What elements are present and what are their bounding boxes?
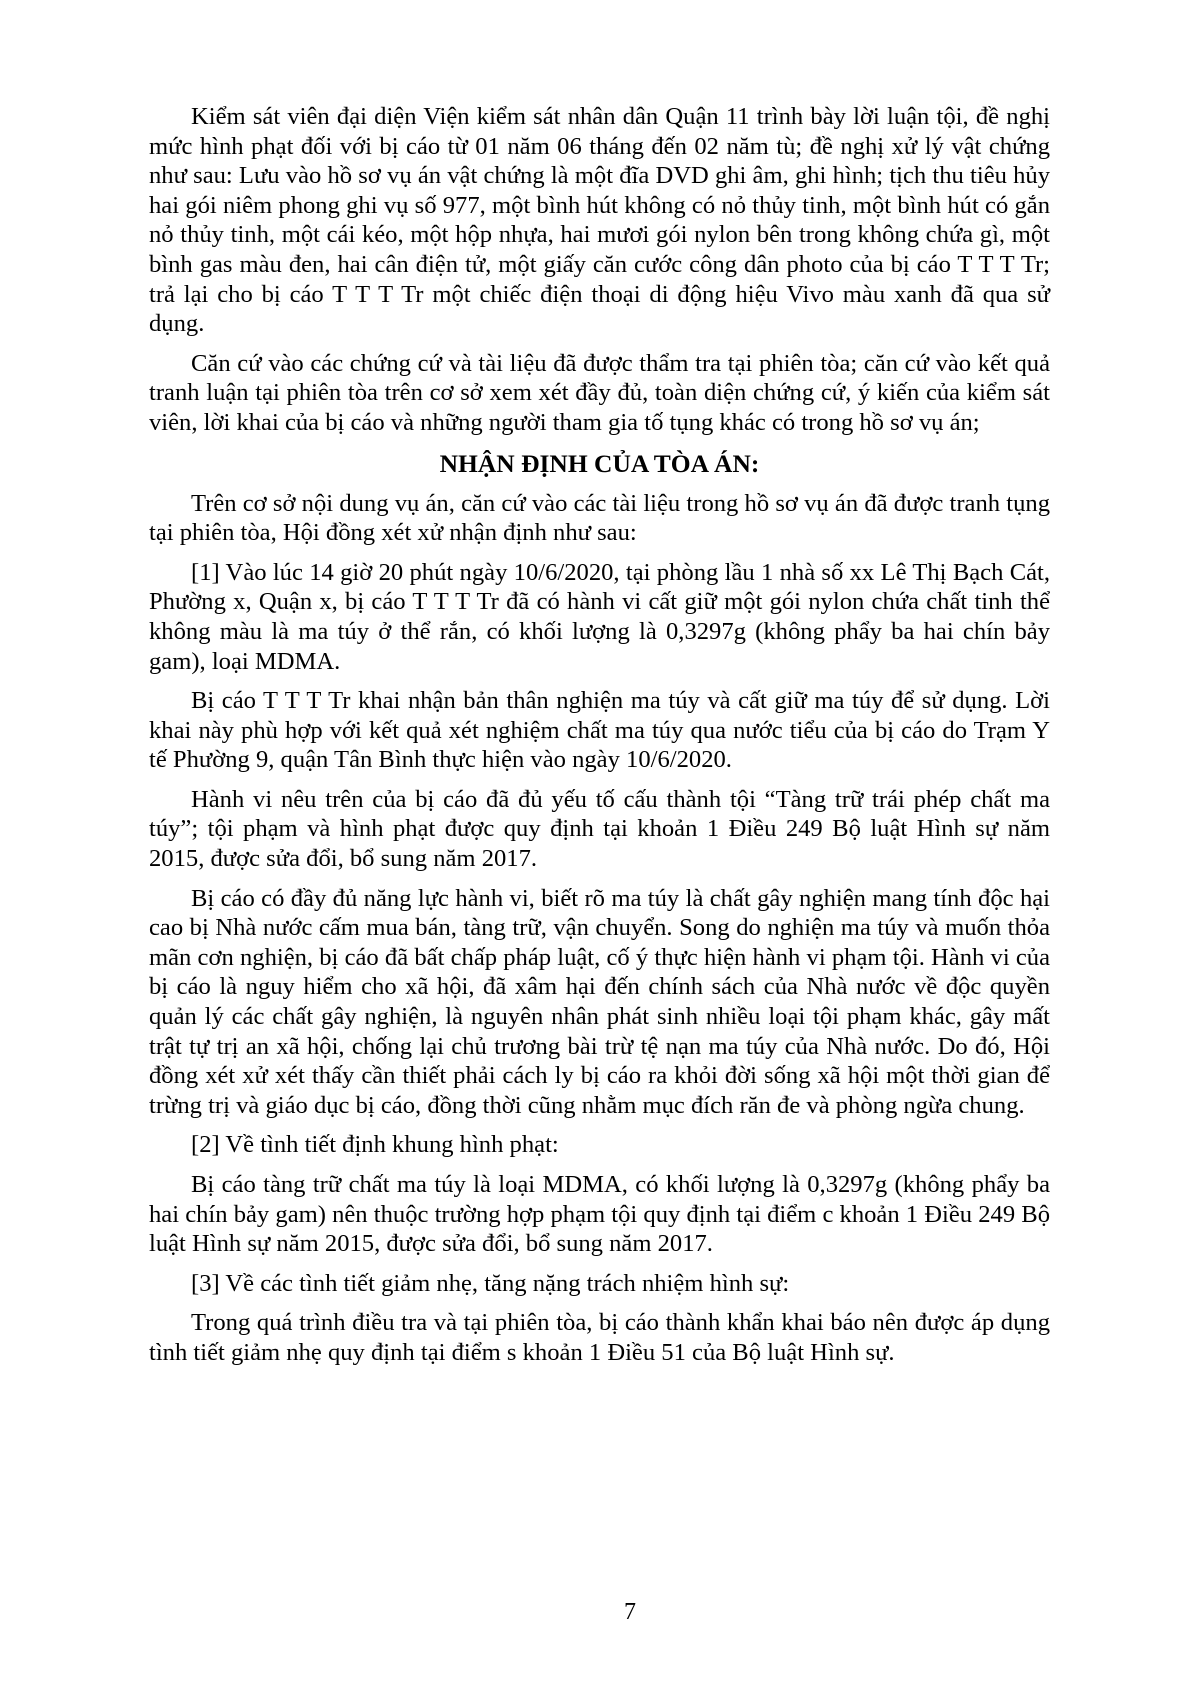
- paragraph-crime-classification: Hành vi nêu trên của bị cáo đã đủ yếu tố cấu thành tội “Tàng trữ trái phép chất ma túy”; tội phạm và hình phạt được quy định tại khoản 1 Điều 249 Bộ luật Hình sự năm 2015, được sửa đổi, bổ sung năm 2017.: [149, 785, 1050, 873]
- page-footer: [624, 1598, 636, 1626]
- paragraph-sentencing-frame-details: Bị cáo tàng trữ chất ma túy là loại MDMA, có khối lượng là 0,3297g (không phẩy ba hai chín bảy gam) nên thuộc trường hợp phạm tội quy định tại điểm c khoản 1 Điều 249 Bộ luật Hình sự năm 2015, được sửa đổi, bổ sung năm 2017.: [149, 1171, 1050, 1258]
- judgment-body-text: [149, 102, 1050, 1378]
- paragraph-point-3-mitigating-factors: [3] Về các tình tiết giảm nhẹ, tăng nặng trách nhiệm hình sự:: [191, 1269, 790, 1297]
- section-heading-court-findings: NHẬN ĐỊNH CỦA TÒA ÁN:: [439, 448, 760, 478]
- paragraph-point-1-offense-facts: [1] Vào lúc 14 giờ 20 phút ngày 10/6/2020, tại phòng lầu 1 nhà số xx Lê Thị Bạch Cát, Phường x, Quận x, bị cáo T T T Tr đã có hành vi cất giữ một gói nylon chứa chất tinh thể không màu là ma túy ở thể rắn, có khối lượng là 0,3297g (không phẩy ba hai chín bảy gam), loại MDMA.: [149, 558, 1050, 675]
- paragraph-point-2-sentencing-frame: [2] Về tình tiết định khung hình phạt:: [191, 1131, 559, 1159]
- paragraph-culpability-assessment: Bị cáo có đầy đủ năng lực hành vi, biết rõ ma túy là chất gây nghiện mang tính độc hại cao bị Nhà nước cấm mua bán, tàng trữ, vận chuyển. Song do nghiện ma túy và muốn thỏa mãn cơn nghiện, bị cáo đã bất chấp pháp luật, cố ý thực hiện hành vi phạm tội. Hành vi của bị cáo là nguy hiểm cho xã hội, đã xâm hại đến chính sách của Nhà nước về độc quyền quản lý các chất gây nghiện, là nguyên nhân phát sinh nhiều loại tội phạm khác, gây mất trật tự trị an xã hội, chống lại chủ trương bài trừ tệ nạn ma túy của Nhà nước. Do đó, Hội đồng xét xử xét thấy cần thiết phải cách ly bị cáo ra khỏi đời sống xã hội một thời gian để trừng trị và giáo dục bị cáo, đồng thời cũng nhằm mục đích răn đe và phòng ngừa chung.: [149, 884, 1050, 1119]
- page-number: 7: [624, 1599, 636, 1625]
- paragraph-defendant-confession: Bị cáo T T T Tr khai nhận bản thân nghiện ma túy và cất giữ ma túy để sử dụng. Lời khai này phù hợp với kết quả xét nghiệm chất ma túy qua nước tiểu của bị cáo do Trạm Y tế Phường 9, quận Tân Bình thực hiện vào ngày 10/6/2020.: [149, 687, 1050, 774]
- paragraph-panel-intro: Trên cơ sở nội dung vụ án, căn cứ vào các tài liệu trong hồ sơ vụ án đã được tranh tụng tại phiên tòa, Hội đồng xét xử nhận định như sau:: [149, 489, 1050, 547]
- paragraph-prosecutor-statement: Kiểm sát viên đại diện Viện kiểm sát nhân dân Quận 11 trình bày lời luận tội, đề nghị mức hình phạt đối với bị cáo từ 01 năm 06 tháng đến 02 năm tù; đề nghị xử lý vật chứng như sau: Lưu vào hồ sơ vụ án vật chứng là một đĩa DVD ghi âm, ghi hình; tịch thu tiêu hủy hai gói niêm phong ghi vụ số 977, một bình hút không có nỏ thủy tinh, một bình hút có gắn nỏ thủy tinh, một cái kéo, một hộp nhựa, hai mươi gói nylon bên trong không chứa gì, một bình gas màu đen, hai cân điện tử, một giấy căn cước công dân photo của bị cáo T T T Tr; trả lại cho bị cáo T T T Tr một chiếc điện thoại di động hiệu Vivo màu xanh đã qua sử dụng.: [149, 103, 1050, 338]
- paragraph-evidence-basis: Căn cứ vào các chứng cứ và tài liệu đã được thẩm tra tại phiên tòa; căn cứ vào kết quả tranh luận tại phiên tòa trên cơ sở xem xét đầy đủ, toàn diện chứng cứ, ý kiến của kiểm sát viên, lời khai của bị cáo và những người tham gia tố tụng khác có trong hồ sơ vụ án;: [149, 349, 1050, 436]
- paragraph-mitigating-factor-details: Trong quá trình điều tra và tại phiên tòa, bị cáo thành khẩn khai báo nên được áp dụng tình tiết giảm nhẹ quy định tại điểm s khoản 1 Điều 51 của Bộ luật Hình sự.: [149, 1309, 1050, 1366]
